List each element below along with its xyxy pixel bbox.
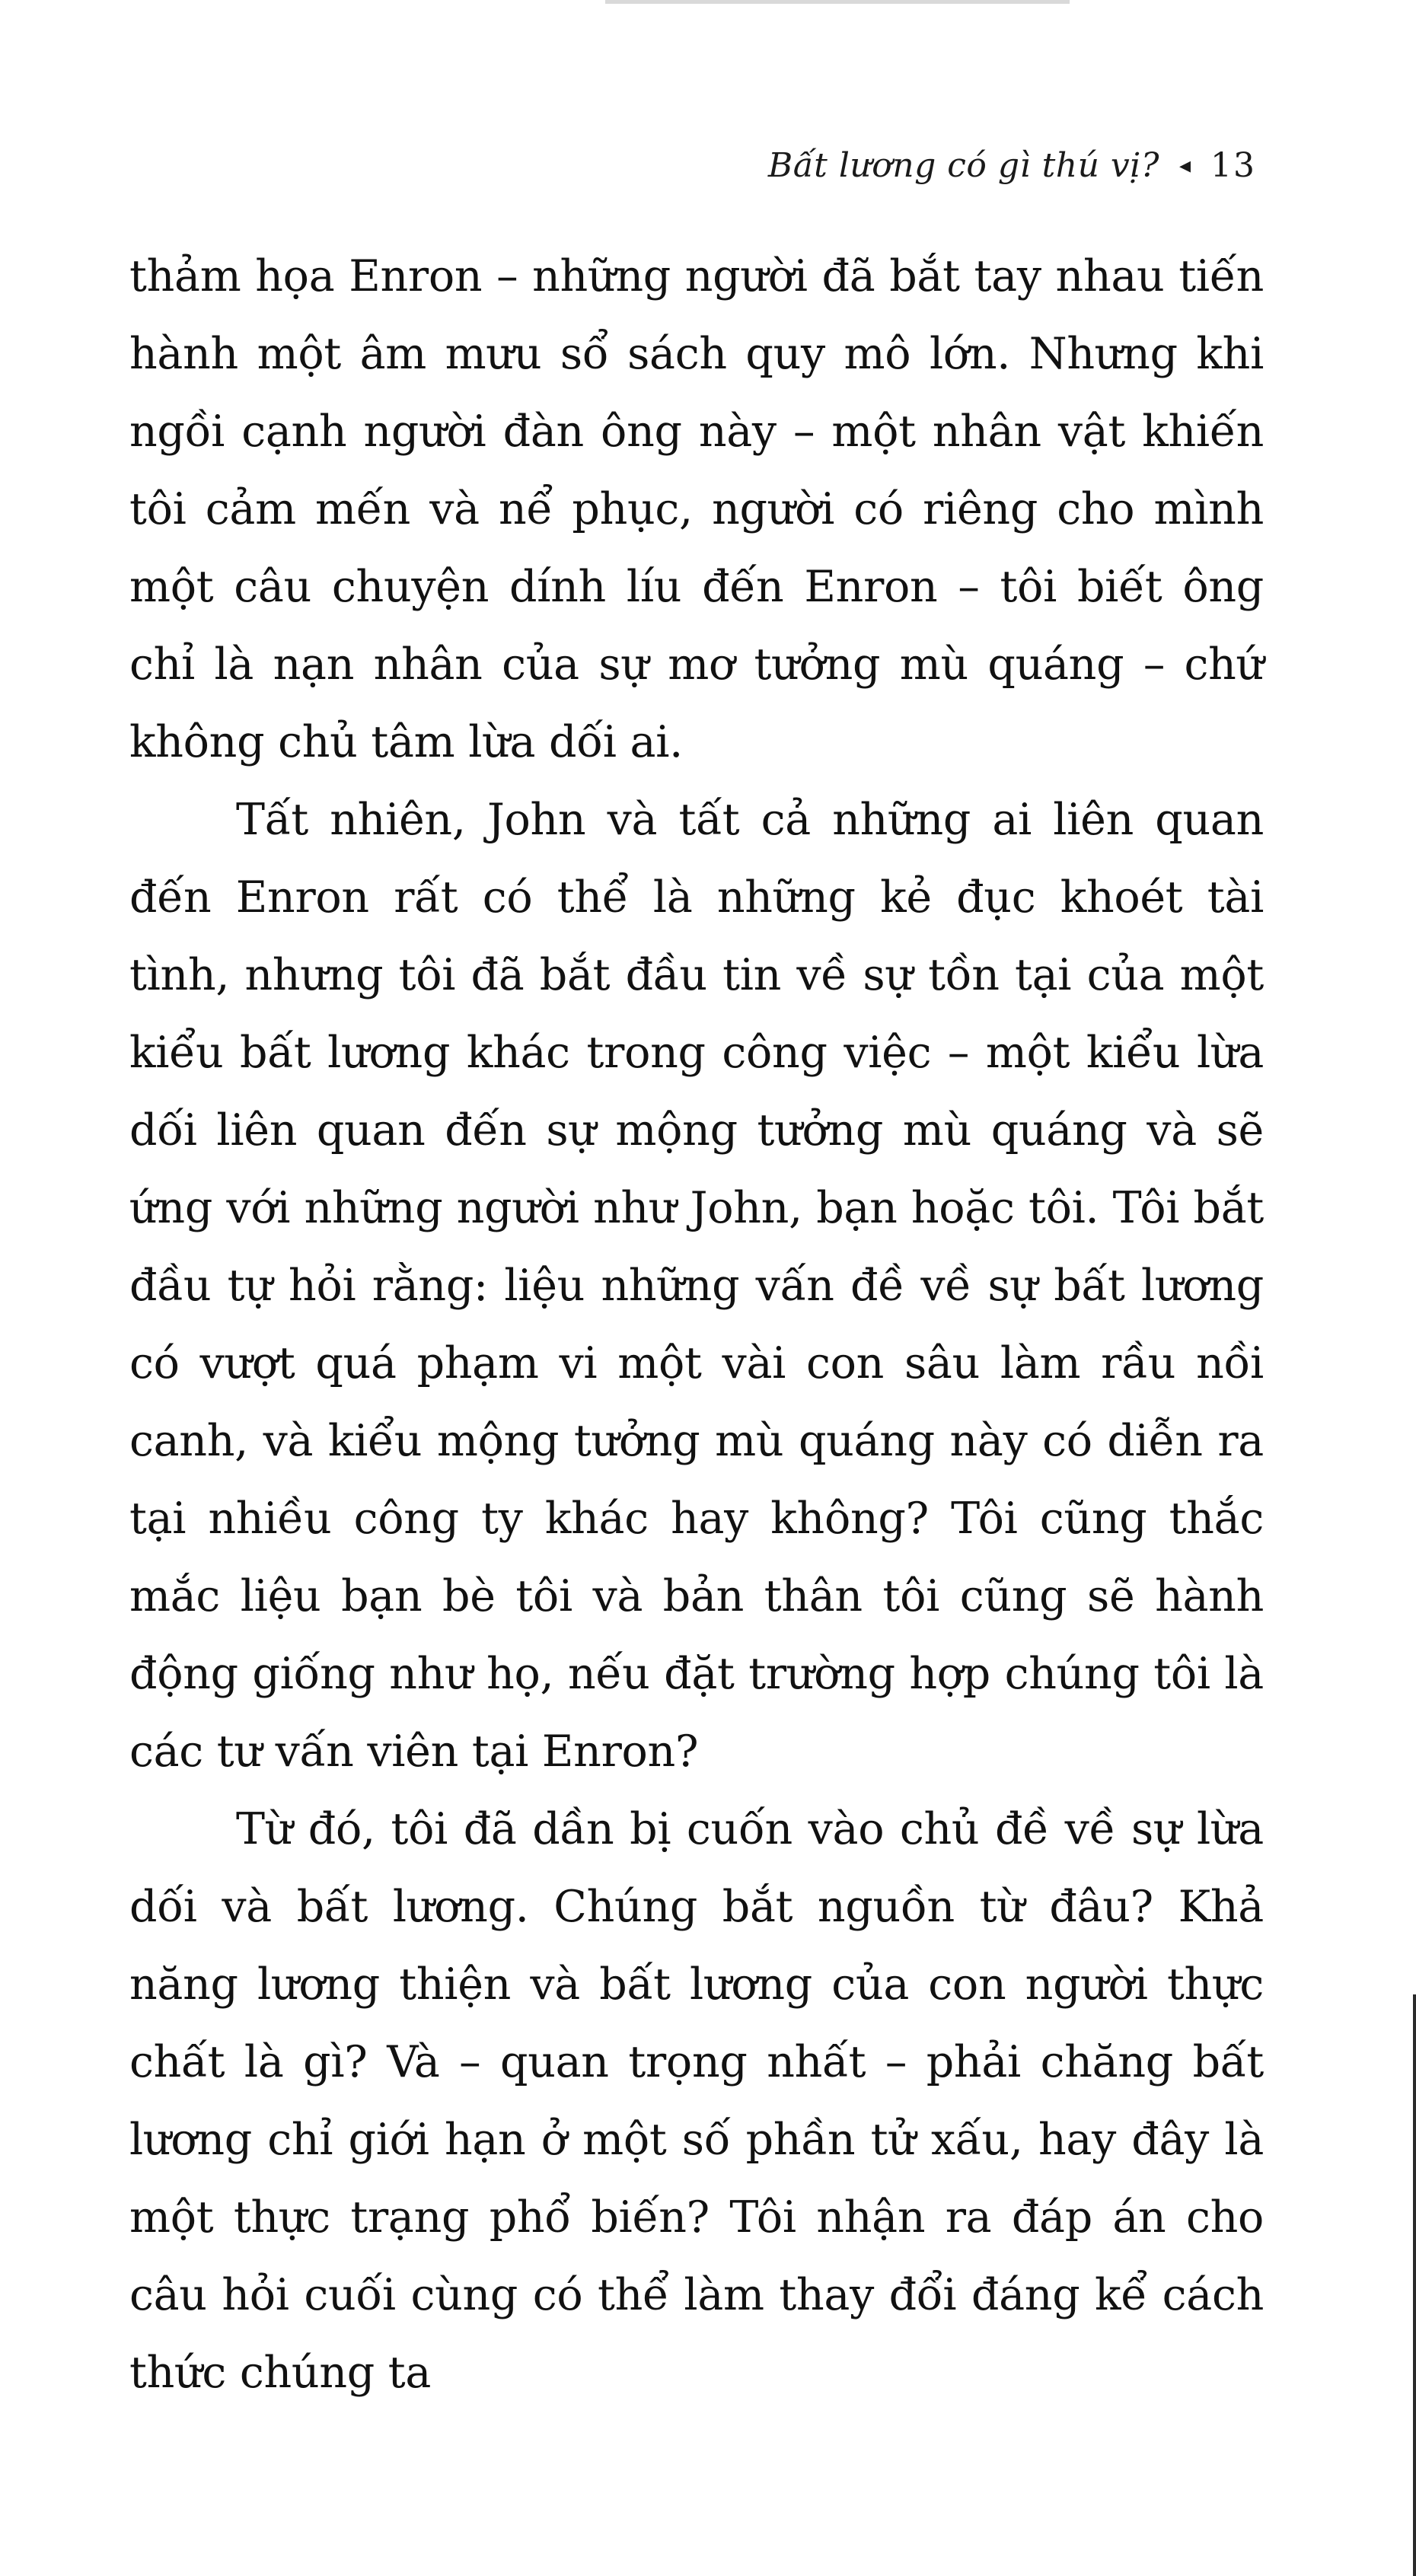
page-number: 13: [1210, 146, 1256, 185]
triangle-marker-icon: ◂: [1178, 151, 1191, 179]
running-title: Bất lương có gì thú vị?: [767, 146, 1159, 185]
running-header: [768, 146, 1256, 185]
paragraph-2: Tất nhiên, John và tất cả những ai liên quan đến Enron rất có thể là những kẻ đục khoét tài tình, nhưng tôi đã bắt đầu tin về sự tồn tại của một kiểu bất lương khác trong công việc – một kiểu lừa dối liên quan đến sự mộng tưởng mù quáng và sẽ ứng với những người như John, bạn hoặc tôi. Tôi bắt đầu tự hỏi rằng: liệu những vấn đề về sự bất lương có vượt quá phạm vi một vài con sâu làm rầu nồi canh, và kiểu mộng tưởng mù quáng này có diễn ra tại nhiều công ty khác hay không? Tôi cũng thắc mắc liệu bạn bè tôi và bản thân tôi cũng sẽ hành động giống như họ, nếu đặt trường hợp chúng tôi là các tư vấn viên tại Enron?: [129, 795, 1264, 1777]
paragraph-3: Từ đó, tôi đã dần bị cuốn vào chủ đề về sự lừa dối và bất lương. Chúng bắt nguồn từ đâu? Khả năng lương thiện và bất lương của con người thực chất là gì? Và – quan trọng nhất – phải chăng bất lương chỉ giới hạn ở một số phần tử xấu, hay đây là một thực trạng phổ biến? Tôi nhận ra đáp án cho câu hỏi cuối cùng có thể làm thay đổi đáng kể cách thức chúng ta: [129, 1804, 1264, 2398]
page-edge-shadow: [1413, 1994, 1416, 2576]
paragraph-1-continued: thảm họa Enron – những người đã bắt tay nhau tiến hành một âm mưu sổ sách quy mô lớn. Nhưng khi ngồi cạnh người đàn ông này – một nhân vật khiến tôi cảm mến và nể phục, người có riêng cho mình một câu chuyện dính líu đến Enron – tôi biết ông chỉ là nạn nhân của sự mơ tưởng mù quáng – chứ không chủ tâm lừa dối ai.: [129, 251, 1264, 767]
top-edge-rule: [605, 0, 1070, 4]
body-text: [129, 238, 1264, 2412]
